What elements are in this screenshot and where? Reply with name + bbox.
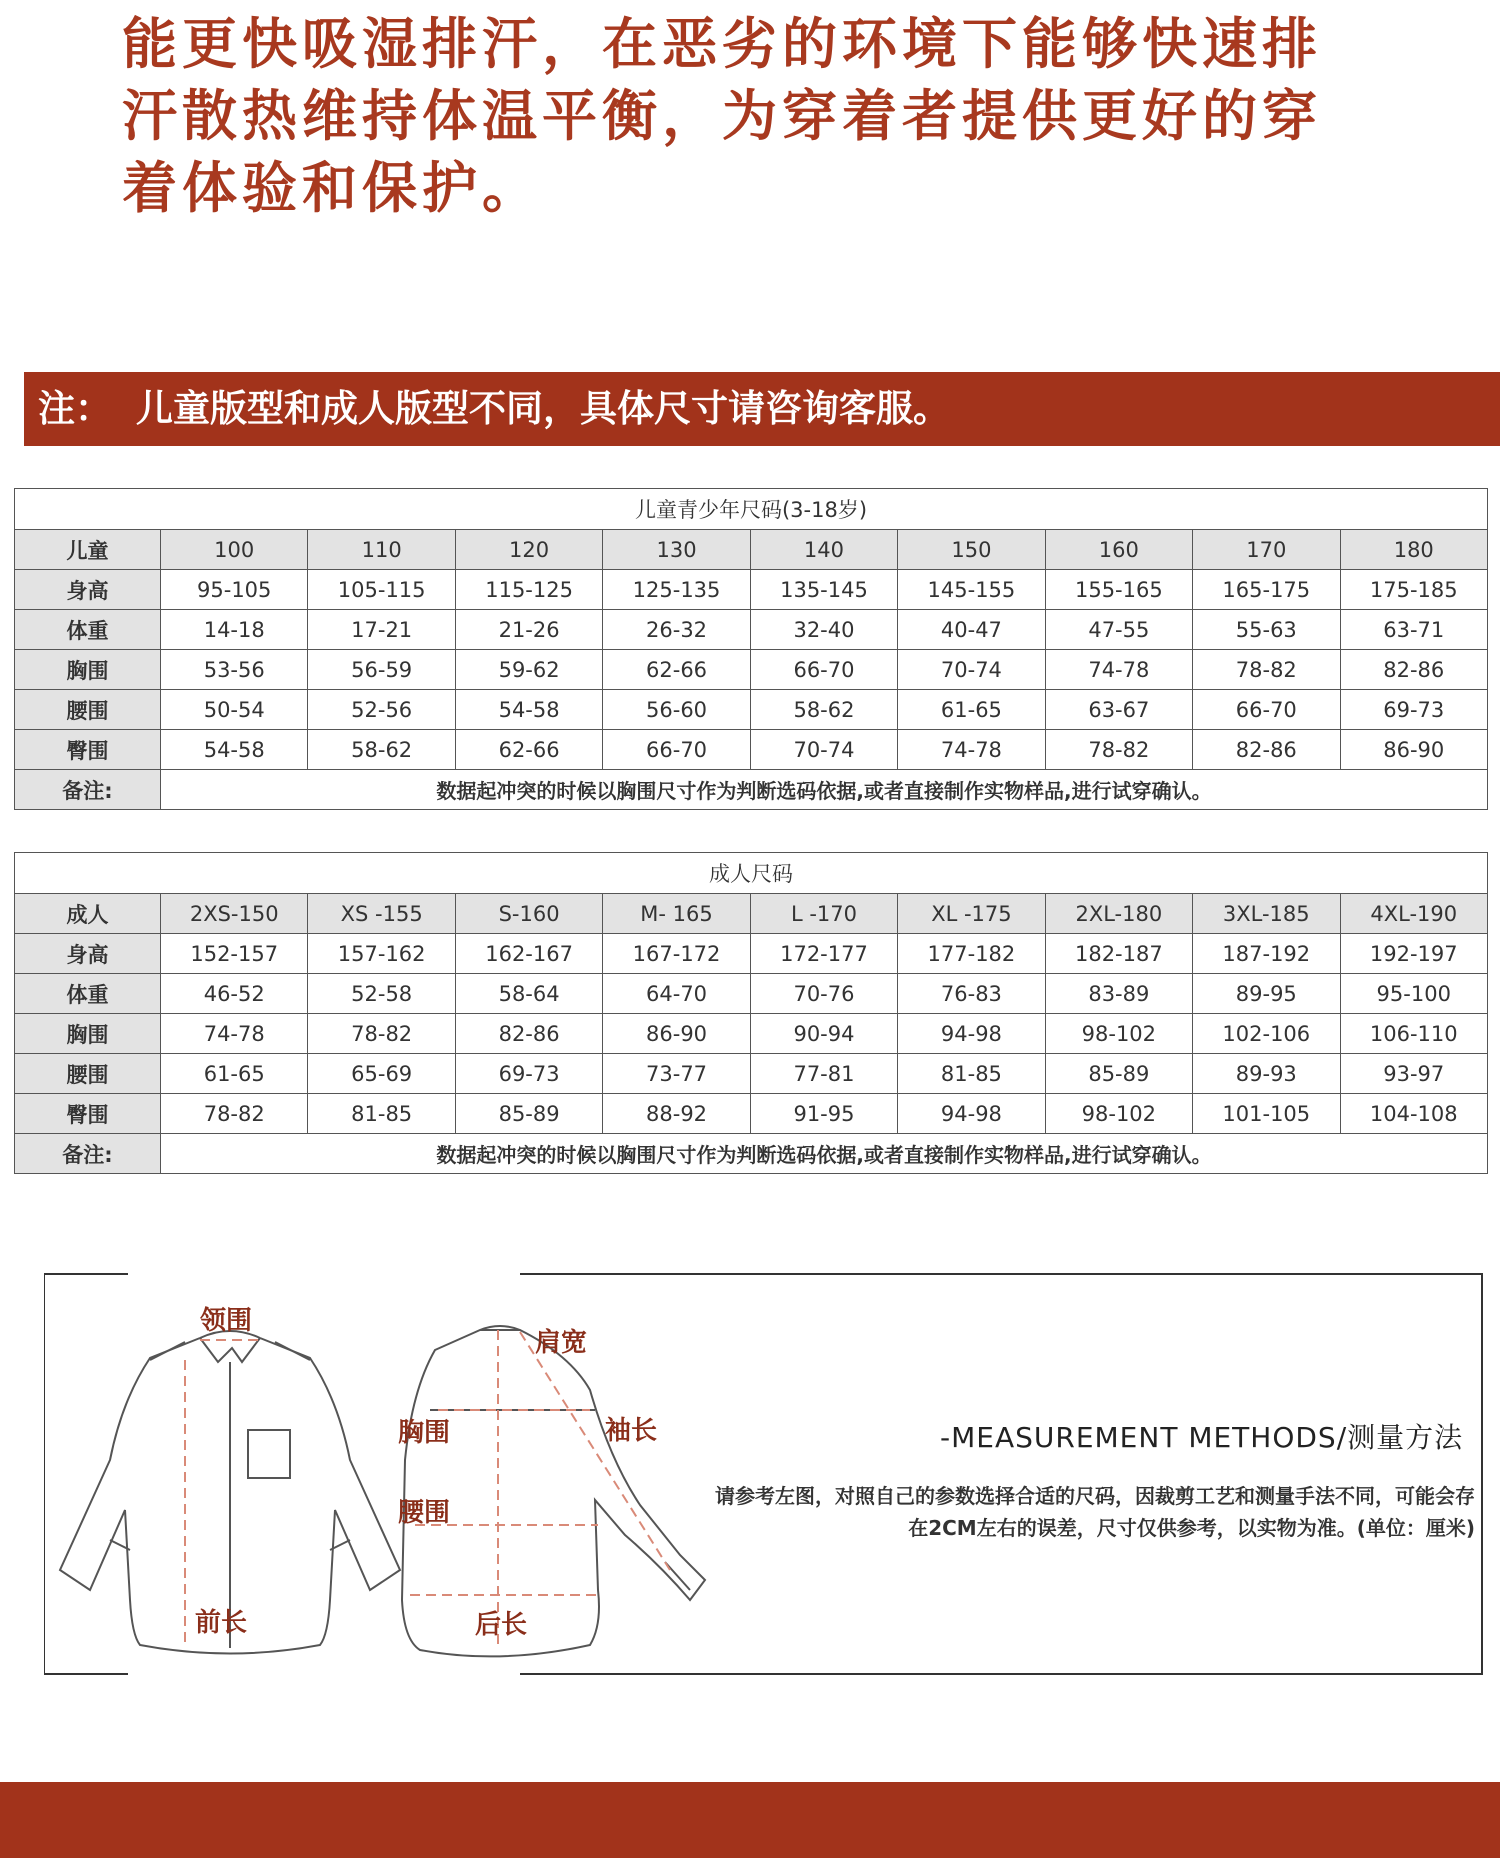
remark-row <box>15 1134 1488 1174</box>
measurement-title: -MEASUREMENT METHODS/测量方法 <box>940 1421 1464 1454</box>
note-prefix: 注： <box>38 387 112 430</box>
header-cell: 110 <box>308 530 455 570</box>
bottom-bar <box>0 1782 1500 1858</box>
table-cell: 52-58 <box>308 974 455 1014</box>
table-title: 成人尺码 <box>15 853 1488 894</box>
table-cell: 56-60 <box>603 690 750 730</box>
table-cell: 82-86 <box>455 1014 602 1054</box>
table-cell: 182-187 <box>1045 934 1192 974</box>
table-row <box>15 610 1488 650</box>
table-header-row <box>15 530 1488 570</box>
header-cell: 4XL-190 <box>1340 894 1488 934</box>
table-row <box>15 1054 1488 1094</box>
header-cell: XL -175 <box>898 894 1045 934</box>
remark-label: 备注: <box>15 770 161 810</box>
table-cell: 61-65 <box>161 1054 308 1094</box>
header-cell: 2XL-180 <box>1045 894 1192 934</box>
table-cell: 152-157 <box>161 934 308 974</box>
table-cell: 82-86 <box>1340 650 1488 690</box>
table-cell: 70-74 <box>750 730 897 770</box>
note-banner <box>24 372 1500 446</box>
table-title-row <box>15 853 1488 894</box>
table-cell: 61-65 <box>898 690 1045 730</box>
table-cell: 145-155 <box>898 570 1045 610</box>
table-cell: 65-69 <box>308 1054 455 1094</box>
table-row <box>15 690 1488 730</box>
table-cell: 50-54 <box>161 690 308 730</box>
table-cell: 91-95 <box>750 1094 897 1134</box>
table-cell: 26-32 <box>603 610 750 650</box>
table-cell: 81-85 <box>898 1054 1045 1094</box>
table-cell: 172-177 <box>750 934 897 974</box>
table-cell: 93-97 <box>1340 1054 1488 1094</box>
table-cell: 53-56 <box>161 650 308 690</box>
table-cell: 106-110 <box>1340 1014 1488 1054</box>
header-cell: 140 <box>750 530 897 570</box>
shirt-diagram <box>50 1300 710 1680</box>
table-cell: 70-76 <box>750 974 897 1014</box>
remark-text: 数据起冲突的时候以胸围尺寸作为判断选码依据,或者直接制作实物样品,进行试穿确认。 <box>161 770 1488 810</box>
table-cell: 81-85 <box>308 1094 455 1134</box>
chest-label: 胸围 <box>398 1418 451 1448</box>
table-row <box>15 1094 1488 1134</box>
table-cell: 46-52 <box>161 974 308 1014</box>
header-cell: 2XS-150 <box>161 894 308 934</box>
row-label: 身高 <box>15 934 161 974</box>
table-cell: 58-62 <box>750 690 897 730</box>
table-cell: 177-182 <box>898 934 1045 974</box>
table-cell: 69-73 <box>455 1054 602 1094</box>
table-cell: 95-100 <box>1340 974 1488 1014</box>
table-cell: 85-89 <box>1045 1054 1192 1094</box>
table-cell: 162-167 <box>455 934 602 974</box>
table-row <box>15 650 1488 690</box>
table-cell: 88-92 <box>603 1094 750 1134</box>
table-cell: 98-102 <box>1045 1014 1192 1054</box>
waist-label: 腰围 <box>398 1498 451 1528</box>
header-cell: 170 <box>1193 530 1340 570</box>
intro-line: 着体验和保护。 <box>122 156 543 220</box>
intro-text <box>122 8 1422 224</box>
header-cell: 100 <box>161 530 308 570</box>
table-cell: 54-58 <box>161 730 308 770</box>
table-cell: 83-89 <box>1045 974 1192 1014</box>
row-label: 体重 <box>15 610 161 650</box>
table-cell: 58-64 <box>455 974 602 1014</box>
table-cell: 192-197 <box>1340 934 1488 974</box>
remark-row <box>15 770 1488 810</box>
table-cell: 125-135 <box>603 570 750 610</box>
table-cell: 155-165 <box>1045 570 1192 610</box>
header-cell: XS -155 <box>308 894 455 934</box>
header-cell: 180 <box>1340 530 1488 570</box>
table-cell: 175-185 <box>1340 570 1488 610</box>
table-cell: 40-47 <box>898 610 1045 650</box>
row-label: 体重 <box>15 974 161 1014</box>
header-cell: 160 <box>1045 530 1192 570</box>
table-cell: 66-70 <box>1193 690 1340 730</box>
table-cell: 70-74 <box>898 650 1045 690</box>
table-cell: 74-78 <box>161 1014 308 1054</box>
table-cell: 56-59 <box>308 650 455 690</box>
table-cell: 104-108 <box>1340 1094 1488 1134</box>
table-cell: 14-18 <box>161 610 308 650</box>
table-cell: 157-162 <box>308 934 455 974</box>
table-cell: 94-98 <box>898 1094 1045 1134</box>
shoulder-label: 肩宽 <box>535 1328 588 1358</box>
table-cell: 165-175 <box>1193 570 1340 610</box>
table-cell: 62-66 <box>603 650 750 690</box>
measurement-description: 请参考左图，对照自己的参数选择合适的尺码，因裁剪工艺和测量手法不同，可能会存在2CM左右的误差，尺寸仅供参考，以实物为准。(单位：厘米) <box>715 1484 1475 1540</box>
table-cell: 77-81 <box>750 1054 897 1094</box>
row-label: 胸围 <box>15 650 161 690</box>
remark-text: 数据起冲突的时候以胸围尺寸作为判断选码依据,或者直接制作实物样品,进行试穿确认。 <box>161 1134 1488 1174</box>
table-cell: 63-67 <box>1045 690 1192 730</box>
table-cell: 66-70 <box>603 730 750 770</box>
intro-line: 能更快吸湿排汗，在恶劣的环境下能够快速排 <box>122 12 1323 76</box>
table-cell: 78-82 <box>1193 650 1340 690</box>
table-cell: 69-73 <box>1340 690 1488 730</box>
header-cell: 120 <box>455 530 602 570</box>
row-label: 身高 <box>15 570 161 610</box>
table-cell: 21-26 <box>455 610 602 650</box>
table-cell: 101-105 <box>1193 1094 1340 1134</box>
table-cell: 74-78 <box>898 730 1045 770</box>
table-cell: 105-115 <box>308 570 455 610</box>
remark-label: 备注: <box>15 1134 161 1174</box>
front-length-label: 前长 <box>195 1608 248 1638</box>
row-label: 臀围 <box>15 730 161 770</box>
row-label: 腰围 <box>15 1054 161 1094</box>
table-row <box>15 934 1488 974</box>
table-cell: 52-56 <box>308 690 455 730</box>
table-cell: 98-102 <box>1045 1094 1192 1134</box>
table-cell: 86-90 <box>603 1014 750 1054</box>
table-cell: 135-145 <box>750 570 897 610</box>
header-cell: S-160 <box>455 894 602 934</box>
table-title-row <box>15 489 1488 530</box>
table-cell: 32-40 <box>750 610 897 650</box>
header-cell: 成人 <box>15 894 161 934</box>
table-cell: 187-192 <box>1193 934 1340 974</box>
table-cell: 59-62 <box>455 650 602 690</box>
table-cell: 82-86 <box>1193 730 1340 770</box>
row-label: 胸围 <box>15 1014 161 1054</box>
table-cell: 63-71 <box>1340 610 1488 650</box>
table-cell: 54-58 <box>455 690 602 730</box>
row-label: 腰围 <box>15 690 161 730</box>
header-cell: M- 165 <box>603 894 750 934</box>
table-cell: 55-63 <box>1193 610 1340 650</box>
header-cell: 150 <box>898 530 1045 570</box>
table-title: 儿童青少年尺码(3-18岁) <box>15 489 1488 530</box>
table-row <box>15 974 1488 1014</box>
table-cell: 62-66 <box>455 730 602 770</box>
table-cell: 78-82 <box>1045 730 1192 770</box>
table-header-row <box>15 894 1488 934</box>
table-row <box>15 1014 1488 1054</box>
table-cell: 94-98 <box>898 1014 1045 1054</box>
header-cell: 儿童 <box>15 530 161 570</box>
measure-dash-lines <box>185 1330 670 1650</box>
table-cell: 17-21 <box>308 610 455 650</box>
table-cell: 78-82 <box>308 1014 455 1054</box>
table-cell: 167-172 <box>603 934 750 974</box>
table-cell: 89-93 <box>1193 1054 1340 1094</box>
table-cell: 74-78 <box>1045 650 1192 690</box>
table-cell: 73-77 <box>603 1054 750 1094</box>
note-text: 儿童版型和成人版型不同，具体尺寸请咨询客服。 <box>136 387 950 430</box>
adult-size-table <box>14 852 1488 1174</box>
table-cell: 90-94 <box>750 1014 897 1054</box>
table-row <box>15 730 1488 770</box>
table-cell: 47-55 <box>1045 610 1192 650</box>
back-length-label: 后长 <box>475 1610 528 1640</box>
table-cell: 66-70 <box>750 650 897 690</box>
row-label: 臀围 <box>15 1094 161 1134</box>
table-cell: 102-106 <box>1193 1014 1340 1054</box>
table-cell: 89-95 <box>1193 974 1340 1014</box>
header-cell: 130 <box>603 530 750 570</box>
header-cell: L -170 <box>750 894 897 934</box>
collar-label: 领围 <box>200 1306 253 1336</box>
table-row <box>15 570 1488 610</box>
header-cell: 3XL-185 <box>1193 894 1340 934</box>
table-cell: 115-125 <box>455 570 602 610</box>
table-cell: 85-89 <box>455 1094 602 1134</box>
table-cell: 64-70 <box>603 974 750 1014</box>
table-cell: 58-62 <box>308 730 455 770</box>
sleeve-label: 袖长 <box>605 1416 658 1446</box>
table-cell: 76-83 <box>898 974 1045 1014</box>
intro-line: 汗散热维持体温平衡，为穿着者提供更好的穿 <box>122 84 1323 148</box>
table-cell: 78-82 <box>161 1094 308 1134</box>
kids-size-table <box>14 488 1488 810</box>
table-cell: 86-90 <box>1340 730 1488 770</box>
table-cell: 95-105 <box>161 570 308 610</box>
